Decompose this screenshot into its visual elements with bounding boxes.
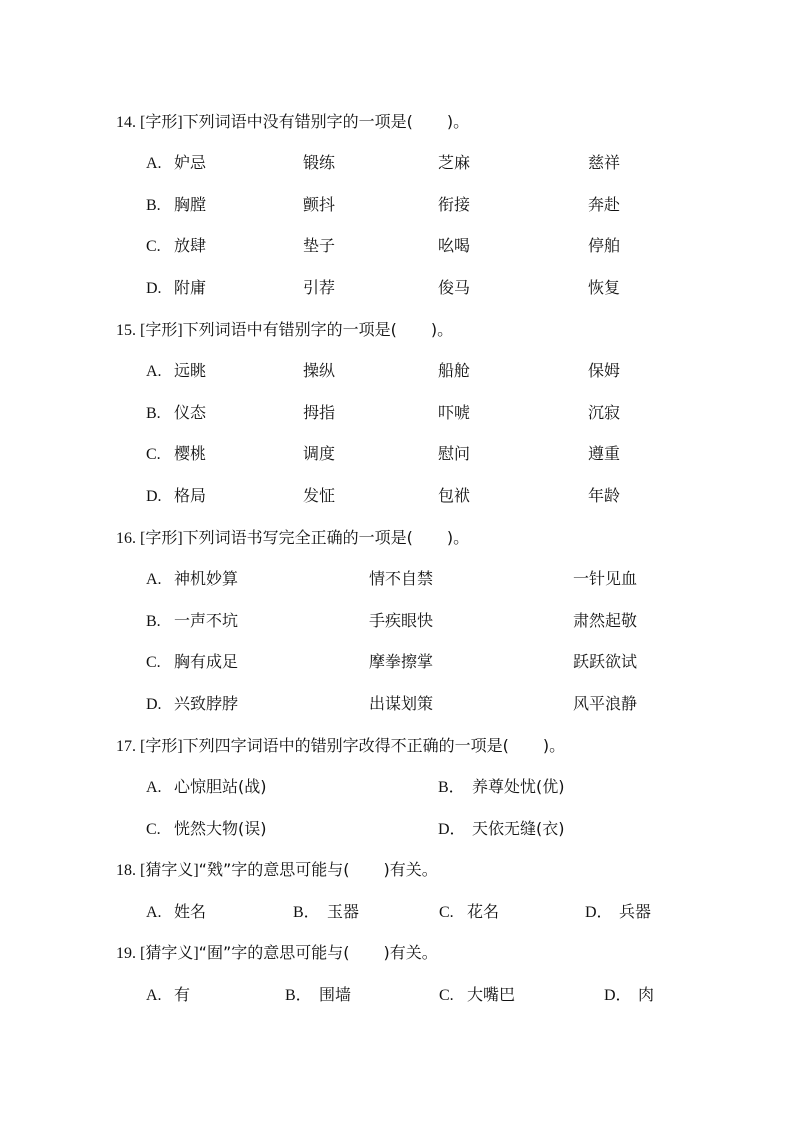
option-word: 恍然大物(误) [174,819,267,838]
option-row [0,899,794,929]
option-word: 花名 [467,902,500,921]
question-stem [116,525,469,548]
option-letter: A. [146,363,162,380]
option-word: 一针见血 [573,569,638,588]
option-word: 保姆 [588,361,621,380]
option-letter: C. [146,821,161,838]
option-row [0,192,794,222]
question-19 [0,940,794,982]
question-number: 14. [116,114,136,131]
option-word: 衔接 [438,195,471,214]
option-word: 垫子 [303,236,336,255]
option-word: 兴致脖脖 [174,694,239,713]
option-word: 附庸 [174,278,207,297]
option-row [0,649,794,679]
option-b [146,192,206,215]
option-d [146,483,206,506]
option-c [146,649,238,672]
option-letter: B． [285,987,312,1004]
option-row [0,483,794,513]
question-text: 下列词语中有错别字的一项是( [182,320,397,339]
option-word: 一声不坑 [174,611,239,630]
option-letter: B. [146,613,161,630]
option-word: 吆喝 [438,236,471,255]
question-number: 17. [116,738,136,755]
question-stem [116,733,565,756]
option-word: 远眺 [174,361,207,380]
option-word: 奔赴 [588,195,621,214]
option-letter: D. [146,280,162,297]
option-letter: D. [146,488,162,505]
option-b [293,899,359,922]
option-word: 引荐 [303,278,336,297]
option-letter: A. [146,779,162,796]
question-text: 下列词语书写完全正确的一项是( [182,528,413,547]
option-row [0,358,794,388]
option-a [146,566,238,589]
option-word: 围墙 [319,985,352,1004]
question-text-end: )。 [446,112,470,131]
option-word: 神机妙算 [174,569,239,588]
question-17 [0,733,794,775]
option-word: 胸有成足 [174,652,239,671]
option-letter: B． [438,779,465,796]
question-tag: [猜字义] [140,862,199,879]
option-word: 调度 [303,444,336,463]
option-word: 沉寂 [588,403,621,422]
question-text-end: )。 [446,528,470,547]
question-tag: [字形] [140,530,183,547]
question-tag: [字形] [140,114,183,131]
option-row [0,608,794,638]
option-word: 樱桃 [174,444,207,463]
question-tag: [字形] [140,322,183,339]
option-letter: D． [604,987,632,1004]
option-b [285,982,351,1005]
option-word: 慰问 [438,444,471,463]
option-letter: B. [146,405,161,422]
option-word: 发怔 [303,486,336,505]
question-stem [116,857,438,880]
question-stem [116,109,469,132]
option-c [146,441,206,464]
option-word: 格局 [174,486,207,505]
question-18 [0,857,794,899]
option-d [438,816,565,839]
option-word: 操纵 [303,361,336,380]
question-text: “囿”字的意思可能与( [198,943,350,962]
option-row [0,566,794,596]
option-letter: A. [146,571,162,588]
question-text: 下列词语中没有错别字的一项是( [182,112,413,131]
option-word: 心惊胆站(战) [174,777,267,796]
question-stem [116,940,438,963]
question-text: “戣”字的意思可能与( [198,860,350,879]
option-word: 手疾眼快 [369,611,434,630]
option-word: 船舱 [438,361,471,380]
option-word: 放肆 [174,236,207,255]
option-word: 俊马 [438,278,471,297]
option-word: 摩拳擦掌 [369,652,434,671]
option-letter: C. [146,654,161,671]
option-d [585,899,651,922]
question-tag: [字形] [140,738,183,755]
option-c [146,233,206,256]
option-d [146,275,206,298]
option-row [0,441,794,471]
option-word: 颤抖 [303,195,336,214]
option-word: 胸膛 [174,195,207,214]
option-word: 姓名 [174,902,207,921]
option-word: 有 [174,985,191,1004]
question-text-end: )有关。 [383,860,438,879]
question-stem [116,317,453,340]
option-a [146,774,267,797]
option-word: 拇指 [303,403,336,422]
question-text-end: )。 [542,736,566,755]
option-word: 大嘴巴 [467,985,516,1004]
option-letter: C. [146,238,161,255]
option-row [0,400,794,430]
option-c [146,816,267,839]
option-c [439,982,515,1005]
option-letter: A. [146,987,162,1004]
option-word: 停舶 [588,236,621,255]
question-text-end: )。 [430,320,454,339]
option-d [604,982,654,1005]
option-b [438,774,565,797]
option-word: 遵重 [588,444,621,463]
option-word: 芝麻 [438,153,471,172]
question-text: 下列四字词语中的错别字改得不正确的一项是( [182,736,509,755]
option-c [439,899,499,922]
option-letter: A. [146,904,162,921]
question-text-end: )有关。 [383,943,438,962]
question-number: 15. [116,322,136,339]
option-word: 跃跃欲试 [573,652,638,671]
option-word: 玉器 [327,902,360,921]
question-16 [0,525,794,567]
question-14 [0,109,794,151]
option-row [0,233,794,263]
option-letter: D． [585,904,613,921]
option-d [146,691,238,714]
option-word: 肉 [638,985,655,1004]
option-word: 包袱 [438,486,471,505]
question-number: 16. [116,530,136,547]
option-word: 锻练 [303,153,336,172]
option-word: 出谋划策 [369,694,434,713]
option-letter: D． [438,821,466,838]
option-row [0,275,794,305]
option-a [146,899,206,922]
option-word: 年龄 [588,486,621,505]
option-word: 肃然起敬 [573,611,638,630]
option-word: 妒忌 [174,153,207,172]
question-tag: [猜字义] [140,945,199,962]
option-letter: B. [146,197,161,214]
option-a [146,150,206,173]
option-word: 恢复 [588,278,621,297]
option-word: 吓唬 [438,403,471,422]
question-number: 19. [116,945,136,962]
option-row [0,982,794,1012]
option-a [146,358,206,381]
question-number: 18. [116,862,136,879]
option-row [0,816,794,846]
option-letter: C. [439,904,454,921]
option-row [0,150,794,180]
option-letter: A. [146,155,162,172]
option-word: 兵器 [619,902,652,921]
option-a [146,982,190,1005]
option-letter: C. [439,987,454,1004]
option-b [146,608,238,631]
option-word: 慈祥 [588,153,621,172]
question-15 [0,317,794,359]
option-word: 养尊处忧(优) [472,777,565,796]
option-word: 天依无缝(衣) [472,819,565,838]
option-letter: B． [293,904,320,921]
option-row [0,774,794,804]
option-letter: D. [146,696,162,713]
option-word: 风平浪静 [573,694,638,713]
option-word: 仪态 [174,403,207,422]
option-row [0,691,794,721]
option-letter: C. [146,446,161,463]
option-b [146,400,206,423]
option-word: 情不自禁 [369,569,434,588]
